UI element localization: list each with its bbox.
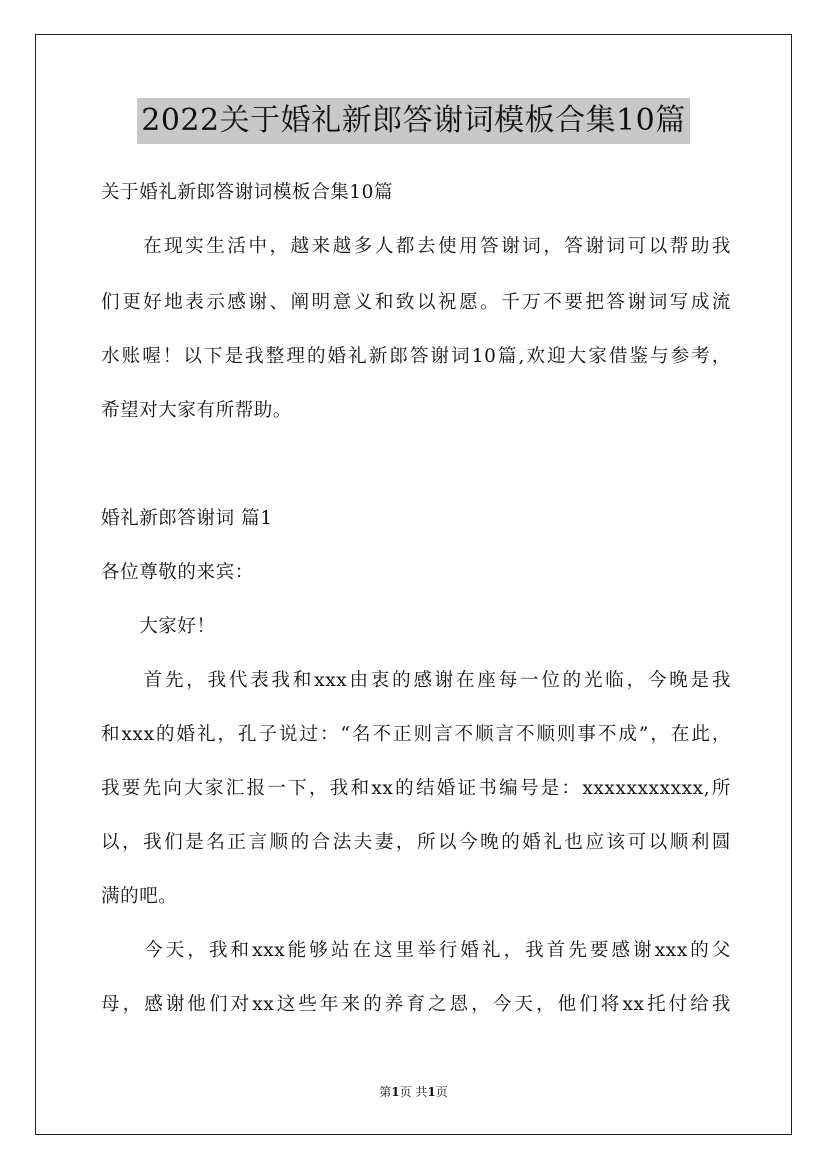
paragraph-line: 们更好地表示感谢、阐明意义和致以祝愿。千万不要把答谢词写成流: [101, 292, 731, 313]
greeting: 大家好！: [101, 616, 216, 637]
paragraph-line: 我要先向大家汇报一下，我和xx的结婚证书编号是：xxxxxxxxxxx,所: [101, 778, 731, 799]
salutation: 各位尊敬的来宾：: [101, 562, 254, 583]
section-heading: 婚礼新郎答谢词 篇1: [101, 508, 273, 529]
subtitle-line: 关于婚礼新郎答谢词模板合集10篇: [101, 182, 394, 203]
page-footer: [0, 1084, 827, 1100]
paragraph-line: 在现实生活中，越来越多人都去使用答谢词，答谢词可以帮助我: [101, 236, 731, 257]
footer-mid: 页 共: [399, 1085, 428, 1099]
paragraph-line: 母，感谢他们对xx这些年来的养育之恩，今天，他们将xx托付给我: [101, 994, 731, 1015]
paragraph-line: 以，我们是名正言顺的合法夫妻，所以今晚的婚礼也应该可以顺利圆: [101, 832, 731, 853]
footer-suffix: 页: [435, 1085, 448, 1099]
document-title: 2022关于婚礼新郎答谢词模板合集10篇: [137, 98, 690, 144]
title-container: [0, 98, 827, 144]
paragraph-line: 满的吧。: [101, 886, 178, 907]
paragraph-line: 水账喔！以下是我整理的婚礼新郎答谢词10篇,欢迎大家借鉴与参考，: [101, 346, 731, 367]
paragraph-line: 希望对大家有所帮助。: [101, 400, 293, 421]
total-pages: 1: [427, 1085, 436, 1099]
paragraph-line: 首先，我代表我和xxx由衷的感谢在座每一位的光临，今晚是我: [101, 670, 731, 691]
page-number: 1: [391, 1085, 400, 1099]
paragraph-line: 和xxx的婚礼，孔子说过：“名不正则言不顺言不顺则事不成”，在此，: [101, 724, 731, 745]
paragraph-line: 今天，我和xxx能够站在这里举行婚礼，我首先要感谢xxx的父: [101, 940, 731, 961]
footer-prefix: 第: [379, 1085, 392, 1099]
